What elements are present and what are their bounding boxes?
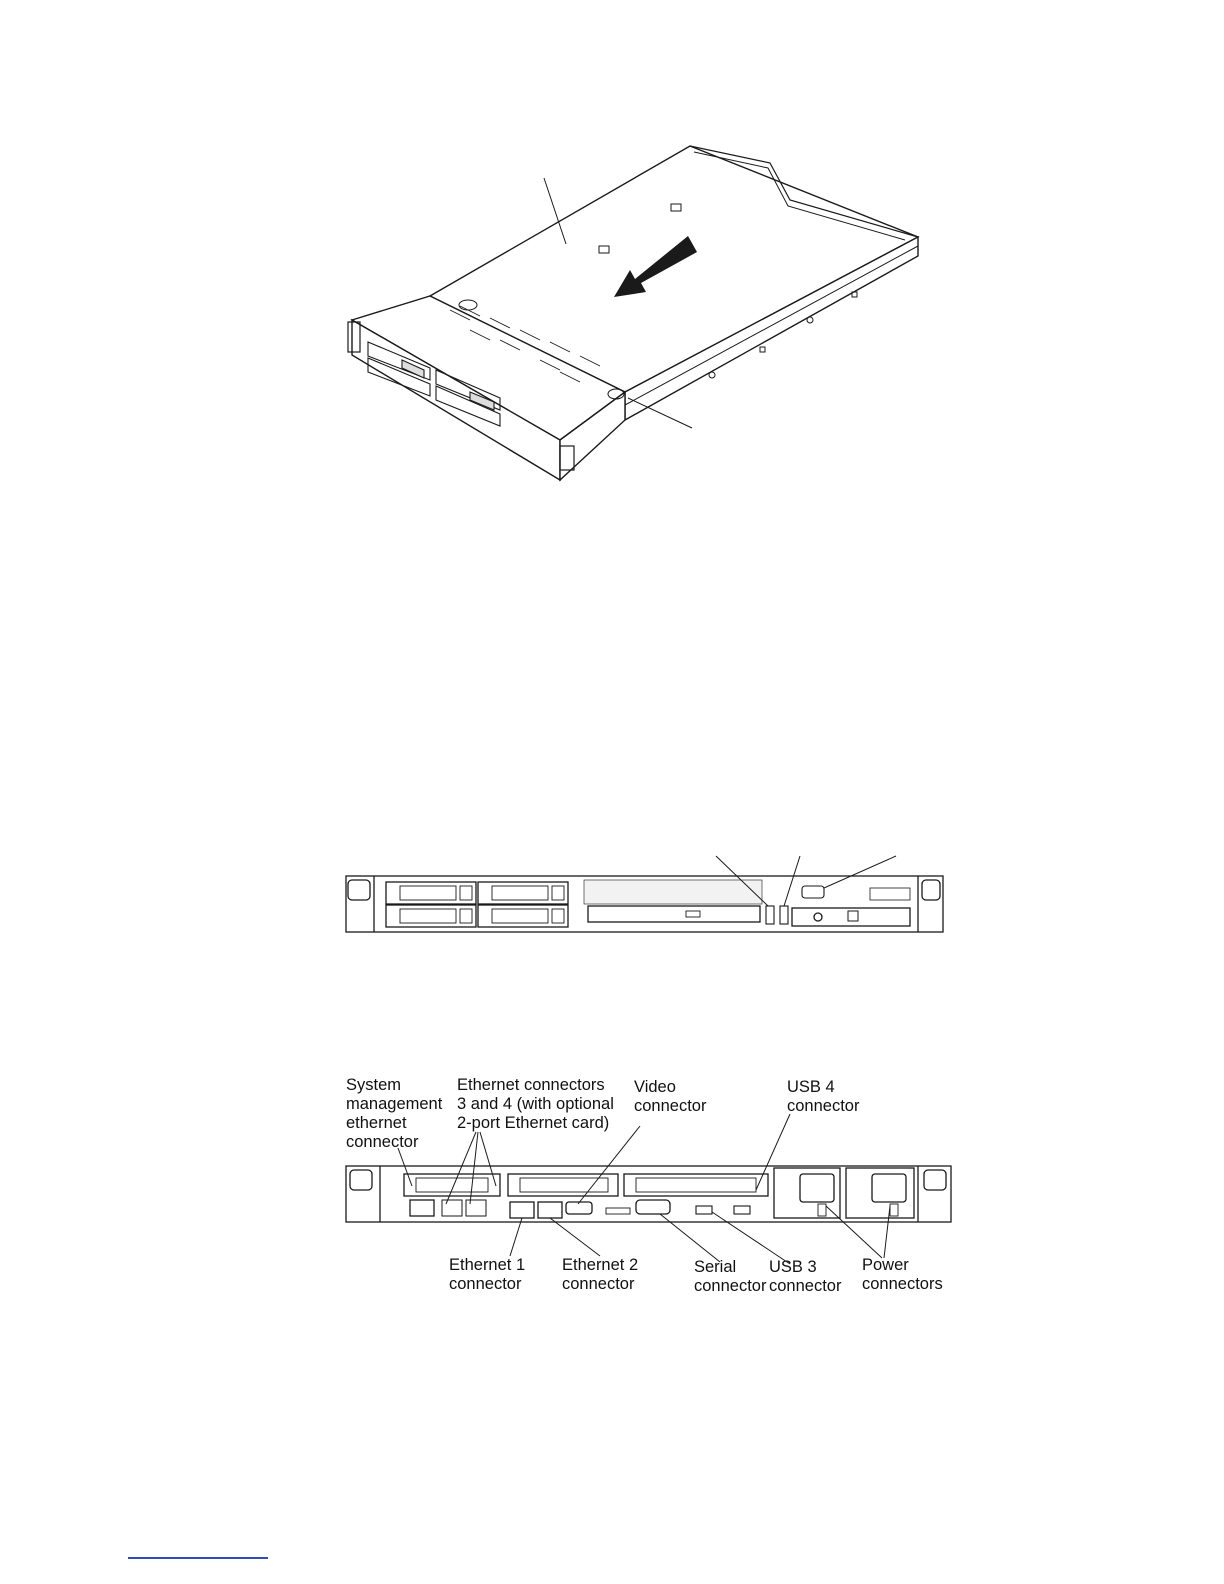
callout-leader xyxy=(550,1218,600,1256)
label-ethernet-2-connector: Ethernet 2 connector xyxy=(562,1256,639,1293)
label-video-connector: Video connector xyxy=(634,1078,707,1115)
label-ethernet-1-connector: Ethernet 1 connector xyxy=(449,1256,526,1293)
callout-leader xyxy=(510,1218,522,1256)
label-usb-3-connector: USB 3 connector xyxy=(769,1258,842,1295)
label-serial-connector: Serial connector xyxy=(694,1258,767,1295)
label-system-management-ethernet: System management ethernet connector xyxy=(346,1076,443,1151)
label-power-connectors: Power connectors xyxy=(862,1256,943,1293)
footer-link-rule xyxy=(128,1557,268,1559)
label-ethernet-3-4: Ethernet connectors 3 and 4 (with optional 2-port Ethernet card) xyxy=(457,1076,614,1132)
label-usb-4-connector: USB 4 connector xyxy=(787,1078,860,1115)
